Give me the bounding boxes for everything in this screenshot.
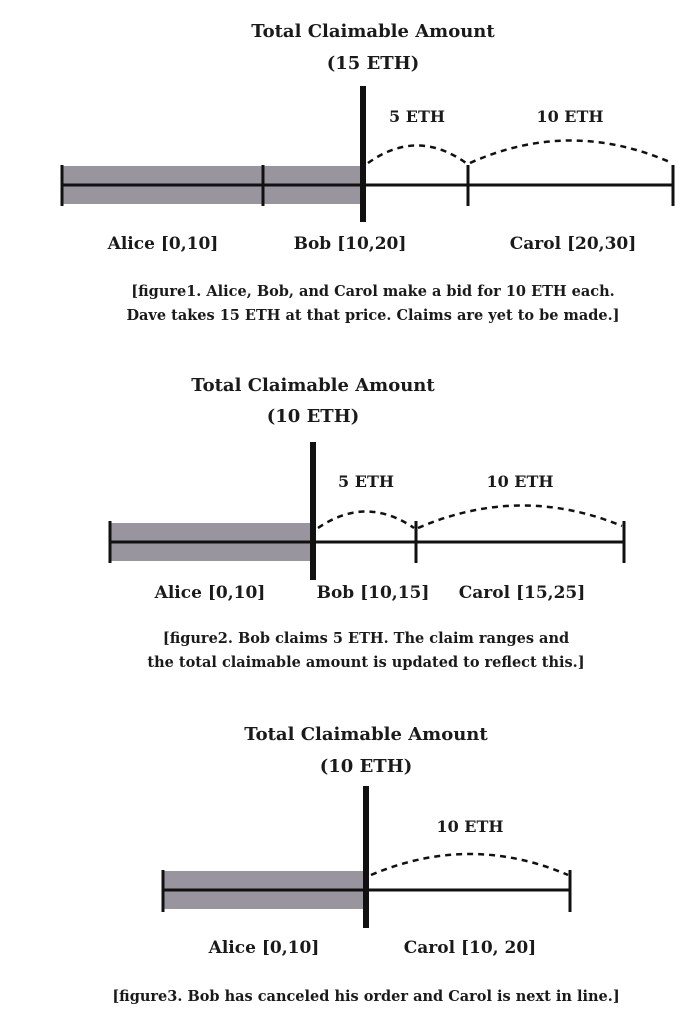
- figure-caption: [147, 627, 584, 675]
- range-label-alice: Alice [0,10]: [154, 583, 266, 603]
- caption-line: the total claimable amount is updated to reflect this.]: [147, 654, 585, 671]
- figure-caption: [126, 280, 619, 328]
- figure-2: [0, 340, 691, 680]
- claimable-amount: (10 ETH): [266, 406, 360, 427]
- segment-label: 5 ETH: [389, 107, 445, 126]
- range-label-carol: Carol [15,25]: [458, 583, 586, 603]
- range-label-carol: Carol [10, 20]: [403, 938, 537, 958]
- caption-line: [figure3. Bob has canceled his order and Carol is next in line.]: [112, 988, 620, 1005]
- figure-caption: [112, 985, 619, 1009]
- caption-line: [figure1. Alice, Bob, and Carol make a bid for 10 ETH each.: [131, 283, 615, 300]
- segment-label: 10 ETH: [436, 817, 504, 836]
- claimable-amount: (15 ETH): [326, 53, 420, 74]
- figure-title: Total Claimable Amount: [251, 21, 495, 42]
- caption-line: Dave takes 15 ETH at that price. Claims are yet to be made.]: [126, 307, 620, 324]
- span-arc-5eth: [368, 146, 466, 164]
- figure-1: [0, 0, 691, 340]
- span-arc-5eth: [318, 512, 414, 529]
- segment-label: 10 ETH: [486, 472, 554, 491]
- range-label-bob: Bob [10,20]: [293, 234, 407, 254]
- range-label-bob: Bob [10,15]: [316, 583, 430, 603]
- segment-label: 5 ETH: [338, 472, 394, 491]
- range-label-alice: Alice [0,10]: [107, 234, 219, 254]
- caption-line: [figure2. Bob claims 5 ETH. The claim ranges and: [162, 630, 570, 647]
- figure-title: Total Claimable Amount: [244, 724, 488, 745]
- figure-3: [0, 680, 691, 1024]
- figure-title: Total Claimable Amount: [191, 375, 435, 396]
- range-label-carol: Carol [20,30]: [509, 234, 637, 254]
- span-arc-10eth: [470, 141, 672, 164]
- segment-label: 10 ETH: [536, 107, 604, 126]
- range-label-alice: Alice [0,10]: [208, 938, 320, 958]
- claimable-amount: (10 ETH): [319, 756, 413, 777]
- span-arc-10eth: [371, 854, 568, 875]
- span-arc-10eth: [418, 505, 622, 528]
